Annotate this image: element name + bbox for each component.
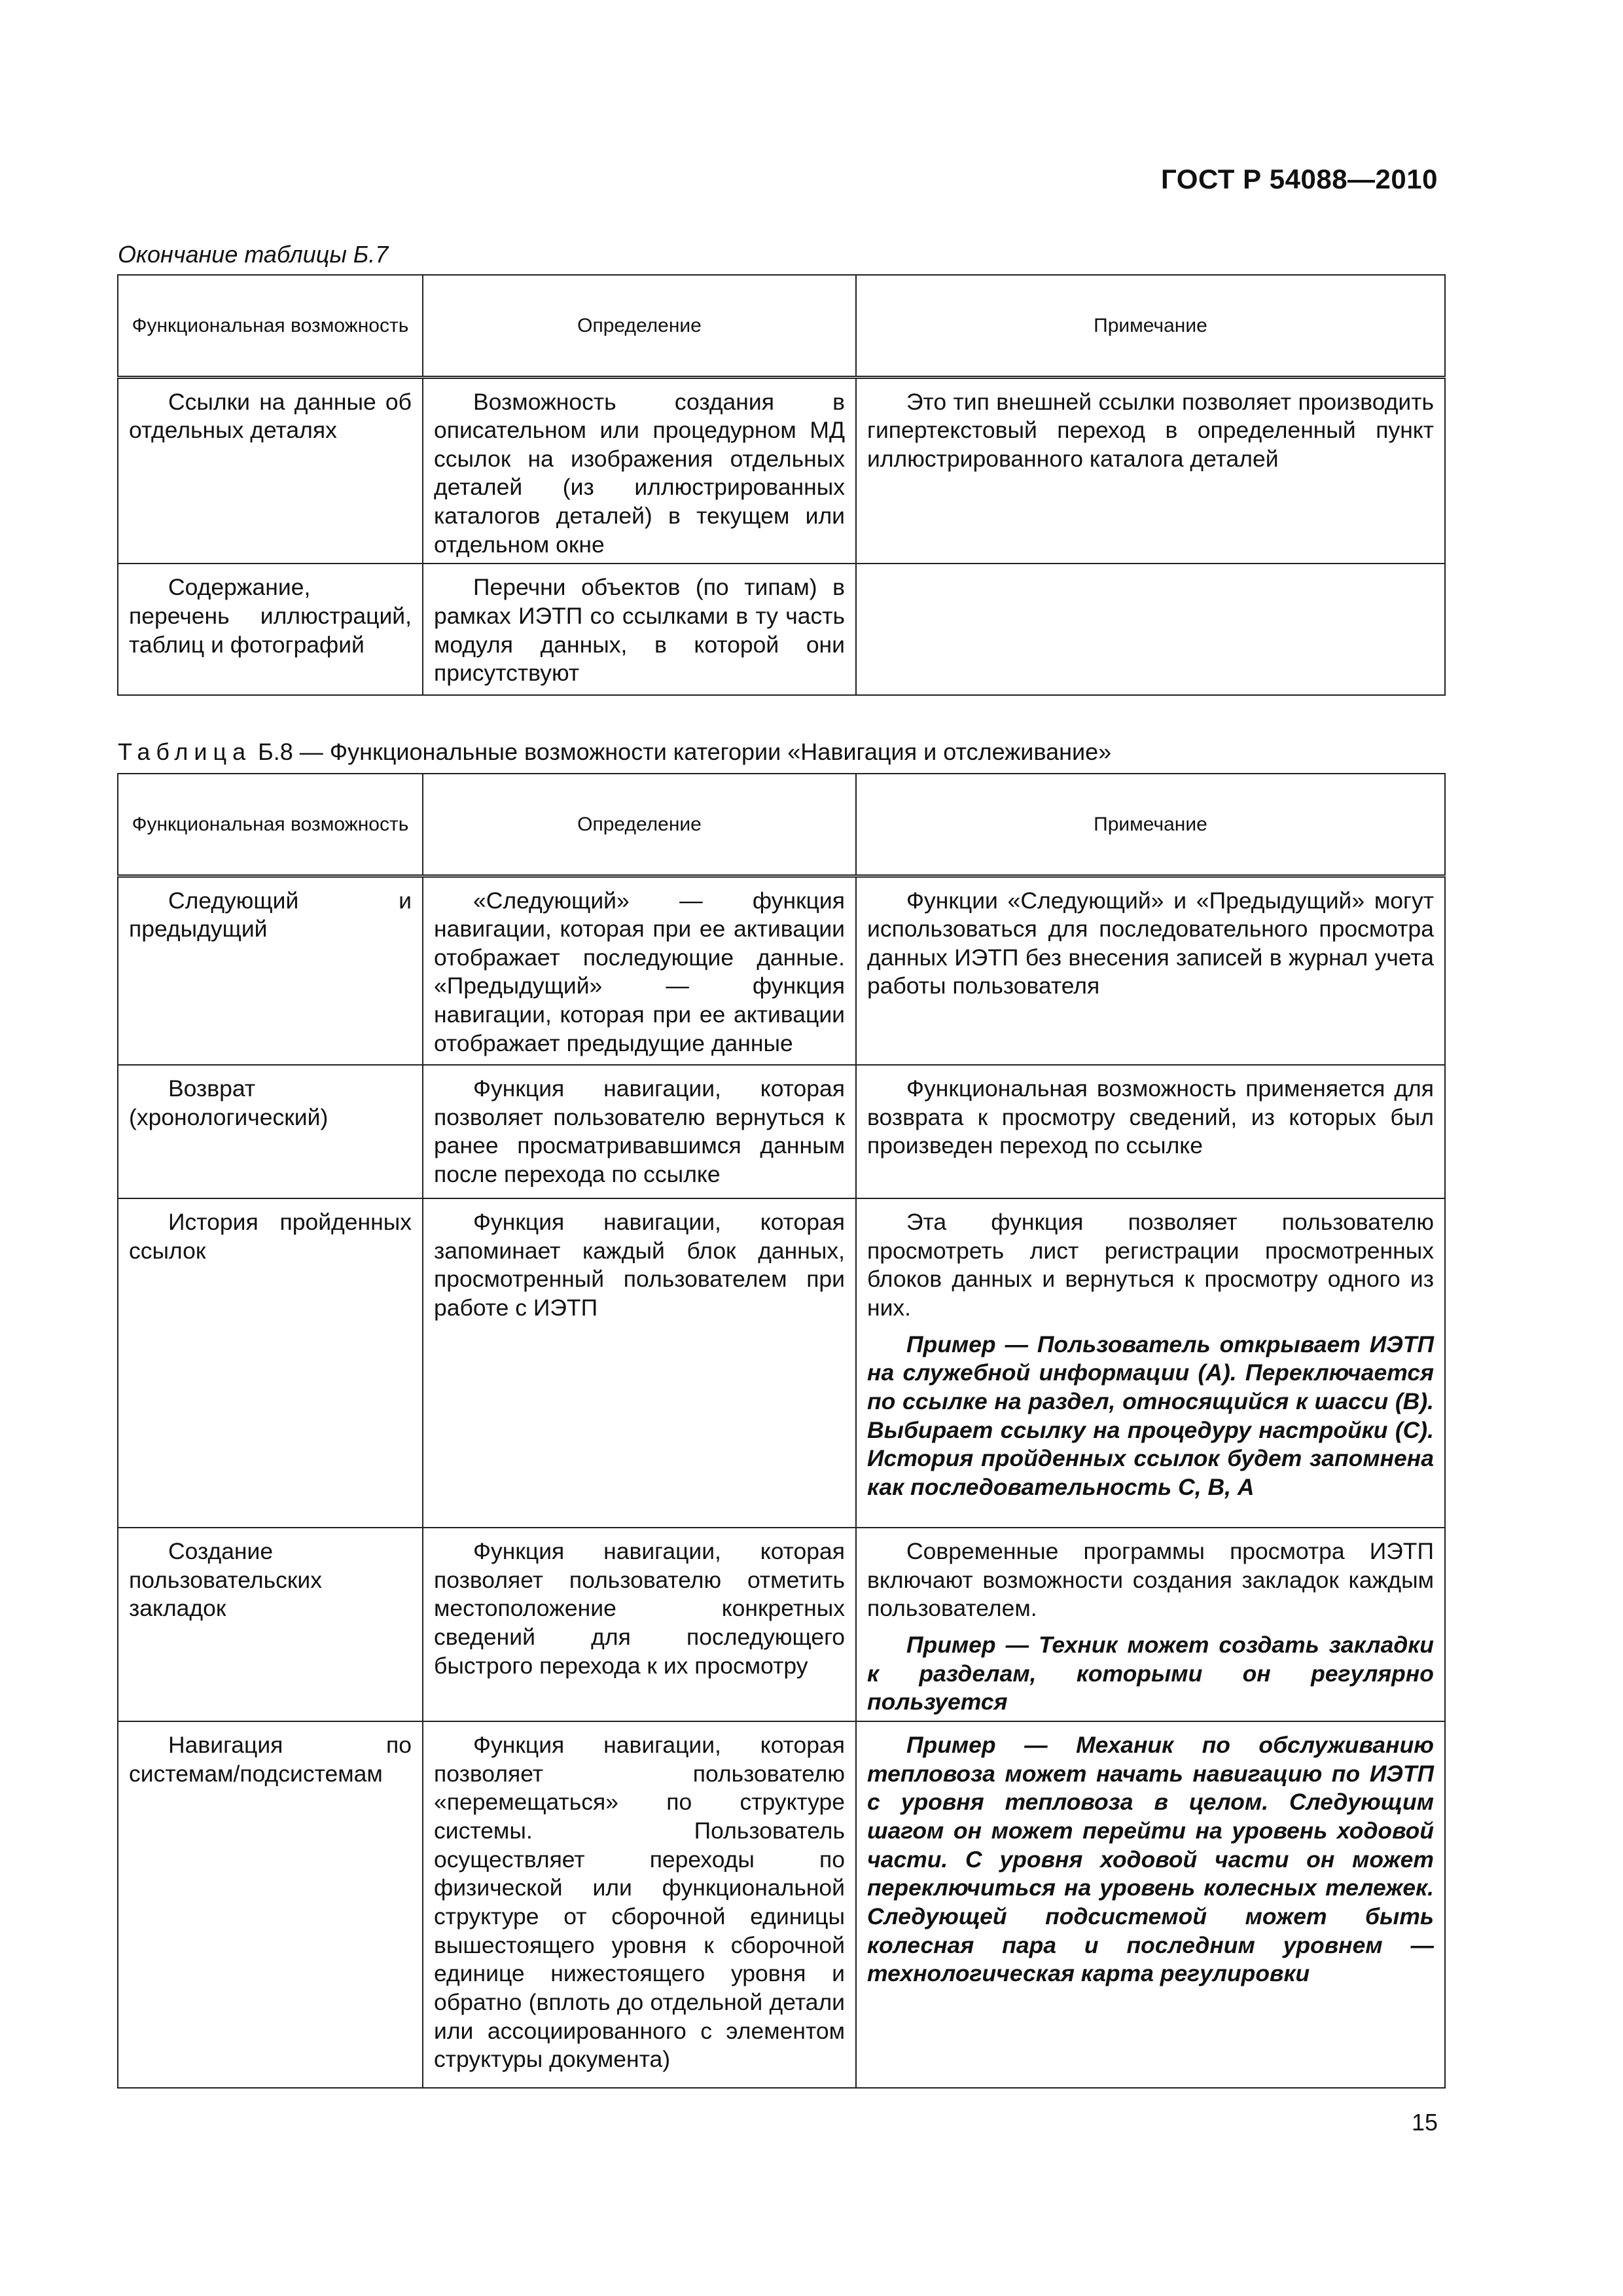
feature-cell: [118, 876, 423, 1065]
feature-text: История пройденных ссылок: [129, 1209, 412, 1264]
table-header-row: [118, 275, 1445, 377]
table-b7-caption: Окончание таблицы Б.7: [118, 241, 389, 268]
table-row: [118, 564, 1445, 695]
definition-cell: [423, 1528, 856, 1721]
table-b8-caption: [118, 738, 1111, 766]
feature-cell: [118, 1721, 423, 2088]
table-row: [118, 1721, 1445, 2088]
feature-cell: [118, 1198, 423, 1528]
definition-cell: [423, 564, 856, 695]
table-row: [118, 377, 1445, 564]
column-header-feature: Функциональная возможность: [118, 774, 423, 876]
table-row: [118, 1528, 1445, 1721]
note-text: Функциональная возможность применяется для возврата к просмотру сведений, из которых был произведен переход по ссылке: [867, 1075, 1434, 1159]
definition-cell: [423, 1065, 856, 1198]
feature-cell: [118, 377, 423, 564]
example-text: Пример — Механик по обслуживанию тепловоза может начать навигацию по ИЭТП с уровня тепловоза в целом. Следующим шагом он может перейти на уровень ходовой части. С уровня ходовой части он может переключиться на уровень колесных тележек. Следующей подсистемой может быть колесная пара и последним уровнем — технологическая карта регулировки: [867, 1731, 1434, 1987]
column-header-feature: Функциональная возможность: [118, 275, 423, 377]
table-header-row: [118, 774, 1445, 876]
table-b7: [117, 274, 1446, 696]
document-code: ГОСТ Р 54088—2010: [1161, 164, 1438, 194]
feature-text: Следующий и предыдущий: [129, 887, 412, 942]
column-header-note: Примечание: [856, 275, 1445, 377]
definition-text: Функция навигации, которая запоминает каждый блок данных, просмотренный пользователем при работе с ИЭТП: [434, 1209, 845, 1321]
note-text: Современные программы просмотра ИЭТП включают возможности создания закладок каждым пользователем.: [867, 1538, 1434, 1622]
page-number: 15: [1411, 2109, 1438, 2136]
note-cell: [856, 876, 1445, 1065]
note-cell: [856, 1198, 1445, 1528]
table-b8-caption-title: Б.8 — Функциональные возможности категории «Навигация и отслеживание»: [251, 738, 1112, 765]
feature-cell: [118, 1528, 423, 1721]
feature-text: Возврат (хронологический): [129, 1075, 329, 1130]
note-text: Эта функция позволяет пользователю просмотреть лист регистрации просмотренных блоков данных и вернуться к просмотру одного из них.: [867, 1209, 1434, 1321]
feature-cell: [118, 1065, 423, 1198]
table-b8-caption-label: Таблица: [118, 738, 252, 765]
definition-cell: [423, 1198, 856, 1528]
definition-cell: [423, 1721, 856, 2088]
note-cell: [856, 1065, 1445, 1198]
note-cell: [856, 377, 1445, 564]
definition-text: Функция навигации, которая позволяет пользователю «перемещаться» по структуре системы. Пользователь осуществляет переходы по физической или функциональной структуре от сборочной единицы вышестоящего уровня к сборочной единице нижестоящего уровня и обратно (вплоть до отдельной детали или ассоциированного с элементом структуры документа): [434, 1731, 845, 2073]
feature-text: Навигация по системам/подсистемам: [129, 1731, 412, 1787]
table-row: [118, 1198, 1445, 1528]
definition-text: Функция навигации, которая позволяет пользователю отметить местоположение конкретных сведений для последующего быстрого перехода к их просмотру: [434, 1538, 845, 1679]
feature-text: Ссылки на данные об отдельных деталях: [129, 388, 412, 444]
definition-text: Возможность создания в описательном или процедурном МД ссылок на изображения отдельных деталей (из иллюстрированных каталогов деталей) в текущем или отдельном окне: [434, 388, 845, 558]
table-row: [118, 1065, 1445, 1198]
example-text: Пример — Техник может создать закладки к разделам, которыми он регулярно пользуется: [867, 1631, 1434, 1715]
note-cell: [856, 1721, 1445, 2088]
note-text: Функции «Следующий» и «Предыдущий» могут использоваться для последовательного просмотра данных ИЭТП без внесения записей в журнал учета работы пользователя: [867, 887, 1434, 999]
feature-cell: [118, 564, 423, 695]
column-header-definition: Определение: [423, 774, 856, 876]
definition-cell: [423, 377, 856, 564]
table-b8: [117, 773, 1446, 2089]
feature-text: Содержание, перечень иллюстраций, таблиц и фотографий: [129, 574, 412, 658]
note-cell: [856, 564, 1445, 695]
column-header-definition: Определение: [423, 275, 856, 377]
note-cell: [856, 1528, 1445, 1721]
definition-cell: [423, 876, 856, 1065]
example-text: Пример — Пользователь открывает ИЭТП на служебной информации (А). Переключается по ссылке на раздел, относящийся к шасси (В). Выбирает ссылку на процедуру настройки (С). История пройденных ссылок будет запомнена как последовательность С, В, А: [867, 1331, 1434, 1500]
definition-text: Перечни объектов (по типам) в рамках ИЭТП со ссылками в ту часть модуля данных, в которой они присутствуют: [434, 574, 845, 687]
definition-text: «Следующий» — функция навигации, которая при ее активации отображает последующие данные. «Предыдущий» — функция навигации, которая при ее активации отображает предыдущие данные: [434, 887, 845, 1056]
table-row: [118, 876, 1445, 1065]
feature-text: Создание пользовательских закладок: [129, 1538, 322, 1622]
definition-text: Функция навигации, которая позволяет пользователю вернуться к ранее просматривавшимся данным после перехода по ссылке: [434, 1075, 845, 1187]
note-text: Это тип внешней ссылки позволяет производить гипертекстовый переход в определенный пункт иллюстрированного каталога деталей: [867, 388, 1434, 472]
column-header-note: Примечание: [856, 774, 1445, 876]
